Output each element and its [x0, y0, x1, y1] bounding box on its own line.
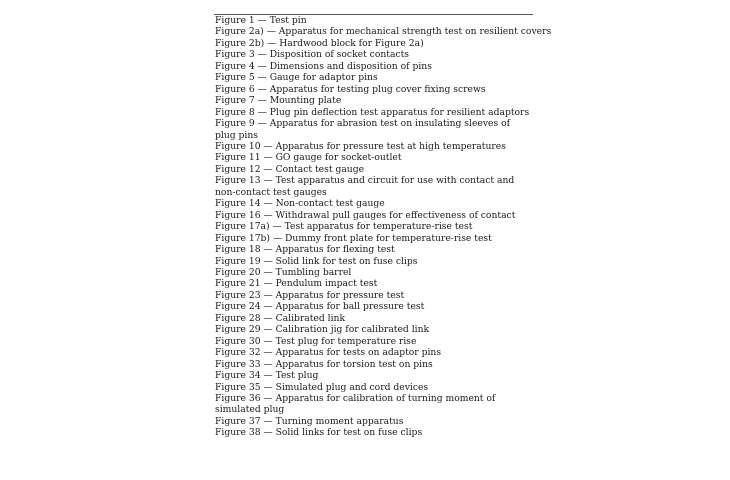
figure-entry: Figure 8 — Plug pin deflection test apparatus for resilient adaptors — [215, 106, 530, 118]
figure-entry: Figure 19 — Solid link for test on fuse clips — [215, 255, 418, 267]
figure-entry: Figure 30 — Test plug for temperature rise — [215, 335, 417, 347]
figure-entry: Figure 7 — Mounting plate — [215, 95, 342, 107]
figure-entry: Figure 33 — Apparatus for torsion test on pins — [215, 358, 433, 370]
figure-entry: Figure 37 — Turning moment apparatus — [215, 415, 404, 427]
figure-entry: Figure 34 — Test plug — [215, 370, 319, 382]
figure-entry: Figure 9 — Apparatus for abrasion test on insulating sleeves of plug pins — [215, 118, 511, 141]
figure-entry: Figure 36 — Apparatus for calibration of turning moment of simulated plug — [215, 392, 496, 416]
figure-entry: Figure 28 — Calibrated link — [215, 312, 346, 324]
figure-entry: Figure 14 — Non-contact test gauge — [215, 198, 385, 210]
figure-entry: Figure 4 — Dimensions and disposition of pins — [215, 60, 432, 72]
figure-entry: Figure 2b) — Hardwood block for Figure 2a) — [215, 37, 424, 49]
figure-entry: Figure 2a) — Apparatus for mechanical strength test on resilient covers — [215, 26, 552, 38]
figure-entry: Figure 1 — Test pin — [215, 15, 307, 26]
figure-entry: Figure 11 — GO gauge for socket-outlet — [215, 152, 402, 164]
figure-entry: Figure 10 — Apparatus for pressure test at high temperatures — [215, 140, 506, 152]
figure-entry: Figure 18 — Apparatus for flexing test — [215, 244, 395, 256]
figure-entry: Figure 6 — Apparatus for testing plug cover fixing screws — [215, 83, 486, 95]
figure-entry: Figure 21 — Pendulum impact test — [215, 278, 378, 290]
figure-entry: Figure 5 — Gauge for adaptor pins — [215, 72, 378, 84]
figure-entry: Figure 38 — Solid links for test on fuse clips — [215, 427, 423, 439]
figure-entry: Figure 13 — Test apparatus and circuit for use with contact and non-contact test gauges — [215, 175, 515, 198]
figure-entry: Figure 32 — Apparatus for tests on adaptor pins — [215, 347, 442, 359]
figure-entry: Figure 16 — Withdrawal pull gauges for effectiveness of contact — [215, 209, 516, 221]
figure-entry: Figure 20 — Tumbling barrel — [215, 266, 352, 278]
figure-entry: Figure 29 — Calibration jig for calibrated link — [215, 324, 430, 336]
figure-entry: Figure 3 — Disposition of socket contacts — [215, 49, 409, 61]
list-of-figures — [215, 15, 552, 439]
figure-entry: Figure 17a) — Test apparatus for temperature-rise test — [215, 221, 473, 233]
figure-entry: Figure 35 — Simulated plug and cord devices — [215, 381, 429, 393]
figure-entry: Figure 17b) — Dummy front plate for temperature-rise test — [215, 232, 492, 244]
figure-entry: Figure 24 — Apparatus for ball pressure test — [215, 301, 425, 313]
figure-entry: Figure 12 — Contact test gauge — [215, 163, 365, 175]
figure-entry: Figure 23 — Apparatus for pressure test — [215, 289, 405, 301]
